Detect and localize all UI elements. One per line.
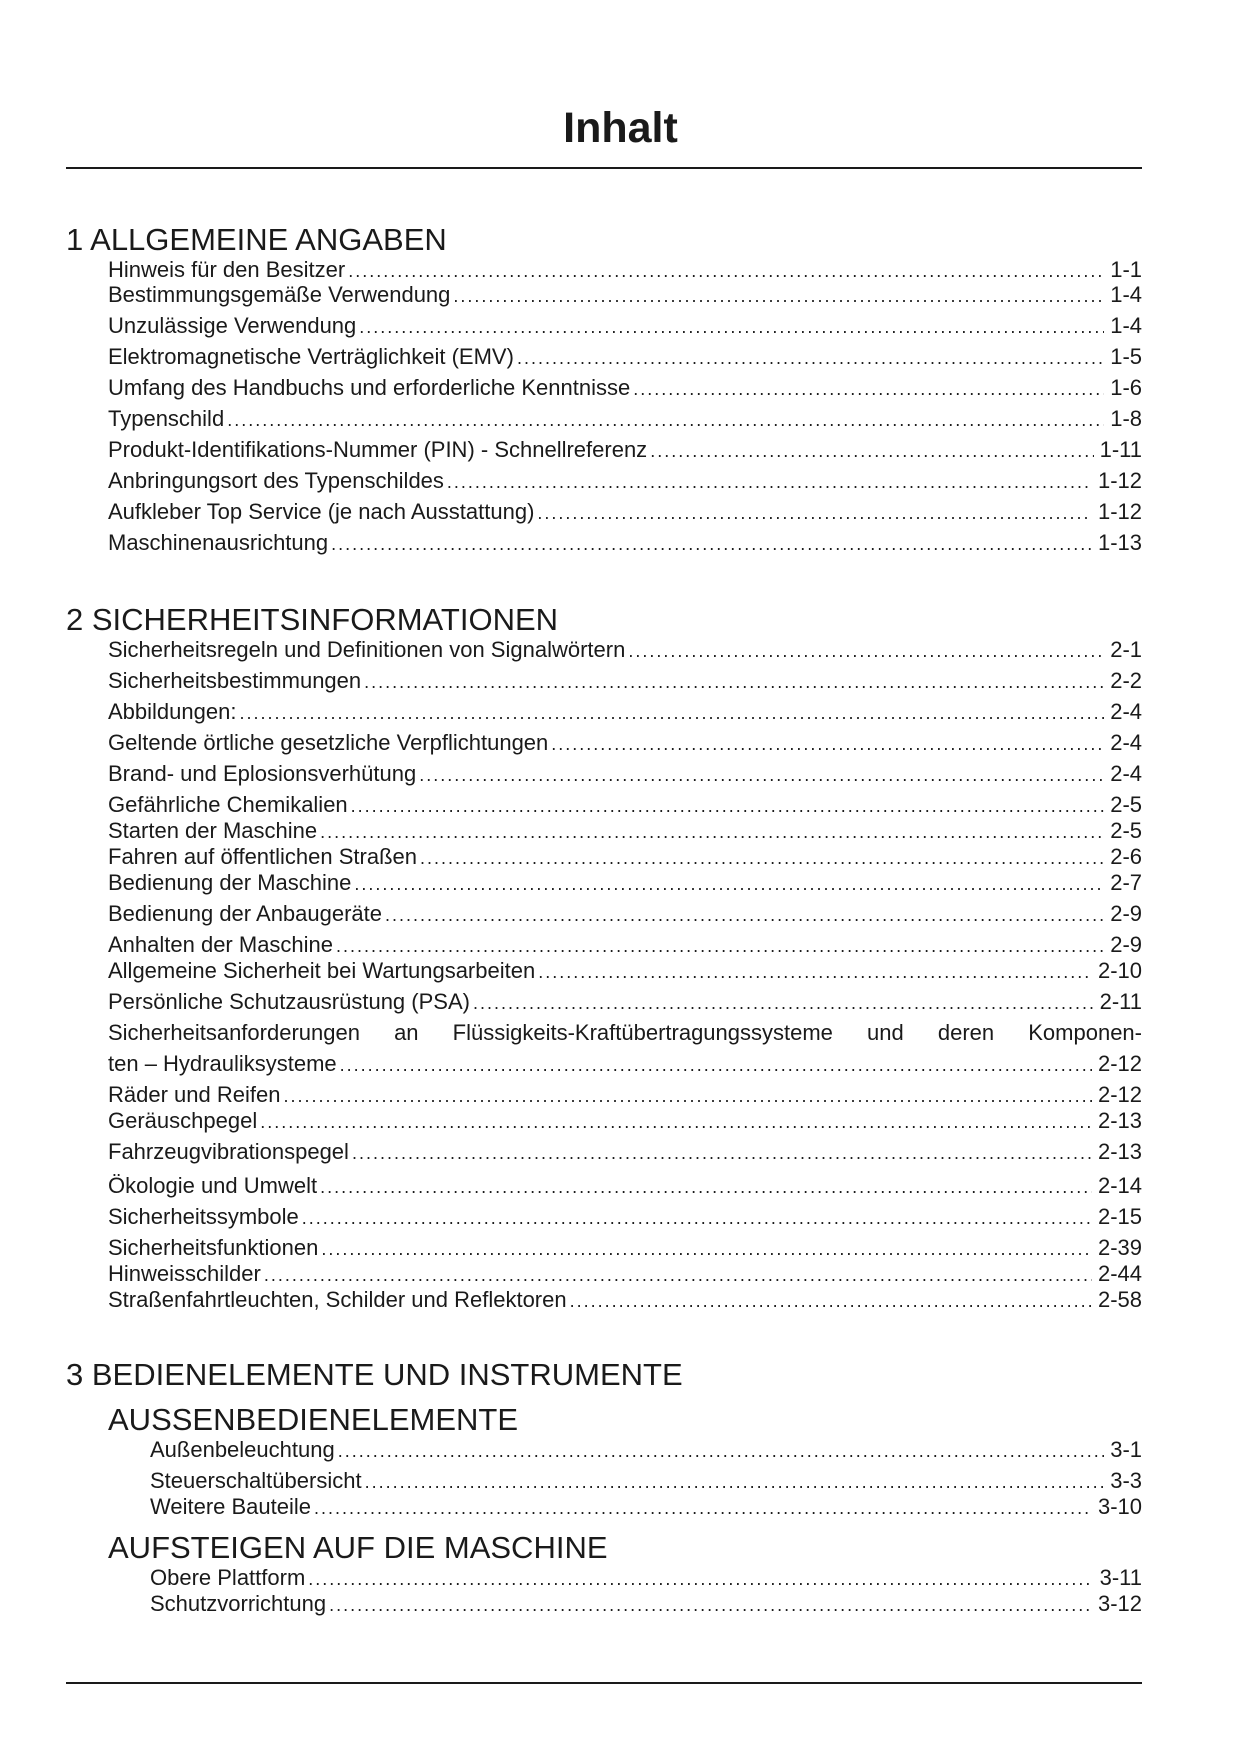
dot-leader: [314, 1494, 1092, 1522]
toc-entry-page: 2-5: [1110, 818, 1142, 843]
dot-leader: [419, 761, 1104, 789]
toc-entry-page: 1-8: [1110, 406, 1142, 431]
dot-leader: [283, 1082, 1092, 1110]
toc-entry-title: Sicherheitssymbole: [108, 1204, 299, 1229]
toc-entry-title: Aufkleber Top Service (je nach Ausstattung): [108, 499, 535, 524]
toc-entry-page: 2-44: [1097, 1261, 1142, 1286]
toc-entry[interactable]: [108, 900, 1142, 929]
subchapter-heading[interactable]: AUFSTEIGEN AUF DIE MASCHINE: [108, 1530, 608, 1565]
page-title: Inhalt: [563, 104, 678, 152]
toc-entry-page: 2-4: [1110, 699, 1142, 724]
toc-entry-title: Bedienung der Maschine: [108, 870, 352, 895]
toc-entry-page: 1-1: [1110, 257, 1142, 282]
toc-entry-title: Bestimmungsgemäße Verwendung: [108, 282, 451, 307]
toc-entry-title: Schutzvorrichtung: [150, 1591, 327, 1616]
toc-entry-title: Hinweis für den Besitzer: [108, 257, 346, 282]
dot-leader: [338, 1437, 1105, 1465]
toc-entry[interactable]: [108, 1050, 1142, 1079]
toc-entry[interactable]: [108, 1234, 1142, 1263]
toc-entry[interactable]: [108, 931, 1142, 960]
toc-entry-title: Bedienung der Anbaugeräte: [108, 901, 383, 926]
toc-entry-title: Produkt-Identifikations-Nummer (PIN) - Schnellreferenz: [108, 437, 648, 462]
toc-entry-title: Hinweisschilder: [108, 1261, 261, 1286]
toc-entry-title: Anhalten der Maschine: [108, 932, 334, 957]
toc-entry-page: 2-10: [1097, 958, 1142, 983]
chapter-heading[interactable]: 3 BEDIENELEMENTE UND INSTRUMENTE: [66, 1357, 683, 1392]
toc-entry-title: Persönliche Schutzausrüstung (PSA): [108, 989, 470, 1014]
footer-rule: [66, 1682, 1142, 1684]
toc-entry-page: 1-13: [1097, 530, 1142, 555]
dot-leader: [628, 637, 1104, 665]
toc-entry-page: 1-4: [1110, 282, 1142, 307]
toc-entry-title: Abbildungen:: [108, 699, 237, 724]
toc-entry-page: 3-12: [1097, 1591, 1142, 1616]
toc-entry-page: 3-1: [1110, 1437, 1142, 1462]
toc-entry-page: 1-5: [1110, 344, 1142, 369]
dot-leader: [264, 1261, 1092, 1289]
toc-entry[interactable]: [108, 636, 1142, 665]
dot-leader: [331, 530, 1092, 558]
dot-leader: [453, 282, 1104, 310]
toc-entry-title: Typenschild: [108, 406, 225, 431]
toc-entry-title: Außenbeleuchtung: [150, 1437, 335, 1462]
toc-entry-page: 1-12: [1097, 499, 1142, 524]
toc-entry-page: 2-7: [1110, 870, 1142, 895]
toc-entry-page: 1-4: [1110, 313, 1142, 338]
dot-leader: [633, 375, 1104, 403]
toc-entry[interactable]: [108, 281, 1142, 310]
toc-entry[interactable]: [108, 957, 1142, 986]
toc-entry-page: 2-13: [1097, 1108, 1142, 1133]
toc-entry-page: 1-6: [1110, 375, 1142, 400]
dot-leader: [302, 1204, 1092, 1232]
toc-entry-title: Allgemeine Sicherheit bei Wartungsarbeiten: [108, 958, 536, 983]
toc-entry[interactable]: [108, 988, 1142, 1017]
dot-leader: [570, 1287, 1092, 1315]
dot-leader: [650, 437, 1093, 465]
toc-entry[interactable]: [150, 1467, 1142, 1496]
toc-entry-page: 3-11: [1099, 1565, 1142, 1590]
toc-entry-page: 1-12: [1097, 468, 1142, 493]
dot-leader: [537, 499, 1092, 527]
toc-entry-page: 2-9: [1110, 901, 1142, 926]
dot-leader: [385, 901, 1104, 929]
dot-leader: [239, 699, 1104, 727]
dot-leader: [320, 818, 1104, 846]
toc-entry-title: Weitere Bauteile: [150, 1494, 312, 1519]
dot-leader: [354, 870, 1104, 898]
toc-entry[interactable]: [150, 1493, 1142, 1522]
toc-entry[interactable]: [108, 1172, 1142, 1201]
toc-entry[interactable]: [108, 698, 1142, 727]
toc-entry-page: 2-5: [1110, 792, 1142, 817]
toc-entry[interactable]: [108, 1138, 1142, 1167]
toc-entry[interactable]: [108, 1081, 1142, 1110]
dot-leader: [364, 668, 1104, 696]
toc-entry-title: Maschinenausrichtung: [108, 530, 329, 555]
toc-entry-title: Geräuschpegel: [108, 1108, 258, 1133]
dot-leader: [321, 1235, 1092, 1263]
dot-leader: [340, 1051, 1092, 1079]
chapter-heading[interactable]: 1 ALLGEMEINE ANGABEN: [66, 222, 447, 257]
chapter-heading[interactable]: 2 SICHERHEITSINFORMATIONEN: [66, 602, 559, 637]
toc-entry[interactable]: [108, 343, 1142, 372]
toc-entry[interactable]: [108, 843, 1142, 872]
toc-entry-title: Brand- und Eplosionsverhütung: [108, 761, 417, 786]
toc-entry[interactable]: [108, 760, 1142, 789]
toc-entry-title: ten – Hydrauliksysteme: [108, 1051, 337, 1076]
dot-leader: [538, 958, 1092, 986]
toc-entry-title: Sicherheitsregeln und Definitionen von Signalwörtern: [108, 637, 626, 662]
dot-leader: [260, 1108, 1092, 1136]
dot-leader: [517, 344, 1104, 372]
dot-leader: [336, 932, 1104, 960]
toc-entry-title: Starten der Maschine: [108, 818, 318, 843]
toc-entry-page: 2-1: [1110, 637, 1142, 662]
toc-entry-page: 3-3: [1110, 1468, 1142, 1493]
toc-entry-title: Anbringungsort des Typenschildes: [108, 468, 444, 493]
toc-entry[interactable]: [108, 467, 1142, 496]
toc-entry[interactable]: [108, 312, 1142, 341]
toc-entry-title: Sicherheitsbestimmungen: [108, 668, 362, 693]
toc-entry[interactable]: [150, 1590, 1142, 1619]
dot-leader: [420, 844, 1104, 872]
toc-entry[interactable]: [108, 374, 1142, 403]
toc-entry-page: 2-13: [1097, 1139, 1142, 1164]
dot-leader: [351, 792, 1105, 820]
toc-entry-title: Unzulässige Verwendung: [108, 313, 357, 338]
toc-entry-page: 2-12: [1097, 1051, 1142, 1076]
toc-entry[interactable]: [150, 1564, 1142, 1593]
dot-leader: [473, 989, 1094, 1017]
toc-entry-page: 3-10: [1097, 1494, 1142, 1519]
toc-entry-page: 2-14: [1097, 1173, 1142, 1198]
toc-entry[interactable]: [108, 817, 1142, 846]
dot-leader: [308, 1565, 1093, 1593]
toc-entry[interactable]: [108, 791, 1142, 820]
toc-entry-page: 2-4: [1110, 730, 1142, 755]
toc-entry-title: Räder und Reifen: [108, 1082, 281, 1107]
toc-entry[interactable]: [108, 1286, 1142, 1315]
dot-leader: [329, 1591, 1092, 1619]
toc-entry-page: 2-9: [1110, 932, 1142, 957]
dot-leader: [227, 406, 1104, 434]
dot-leader: [320, 1173, 1092, 1201]
toc-entry[interactable]: [108, 667, 1142, 696]
toc-entry-title: Steuerschaltübersicht: [150, 1468, 362, 1493]
toc-entry-title: Geltende örtliche gesetzliche Verpflichtungen: [108, 730, 549, 755]
toc-entry[interactable]: [108, 1260, 1142, 1289]
toc-entry-title: Obere Plattform: [150, 1565, 306, 1590]
toc-entry-title: Elektromagnetische Verträglichkeit (EMV): [108, 344, 514, 369]
toc-entry-page: 2-2: [1110, 668, 1142, 693]
header-rule: [66, 167, 1142, 169]
toc-entry[interactable]: [108, 869, 1142, 898]
dot-leader: [365, 1468, 1105, 1496]
toc-entry-page: 2-11: [1099, 989, 1142, 1014]
toc-entry-title: Umfang des Handbuchs und erforderliche Kenntnisse: [108, 375, 631, 400]
subchapter-heading[interactable]: AUSSENBEDIENELEMENTE: [108, 1402, 518, 1437]
dot-leader: [447, 468, 1092, 496]
toc-entry[interactable]: [108, 405, 1142, 434]
toc-entry[interactable]: [108, 529, 1142, 558]
toc-entry-title: Straßenfahrtleuchten, Schilder und Reflektoren: [108, 1287, 567, 1312]
toc-entry-page: 2-39: [1097, 1235, 1142, 1260]
dot-leader: [551, 730, 1104, 758]
toc-entry[interactable]: [108, 1107, 1142, 1136]
toc-entry-title: Gefährliche Chemikalien: [108, 792, 348, 817]
toc-entry-page: 2-6: [1110, 844, 1142, 869]
toc-entry[interactable]: [108, 729, 1142, 758]
dot-leader: [359, 313, 1104, 341]
toc-entry-page: 1-11: [1099, 437, 1142, 462]
toc-entry-page: 2-12: [1097, 1082, 1142, 1107]
toc-entry[interactable]: [108, 1203, 1142, 1232]
toc-entry-page: 2-58: [1097, 1287, 1142, 1312]
toc-entry-page: 2-15: [1097, 1204, 1142, 1229]
toc-entry-title: Sicherheitsfunktionen: [108, 1235, 319, 1260]
toc-entry-title-line1[interactable]: Sicherheitsanforderungen an Flüssigkeits-Kraftübertragungssysteme und deren Komponen-: [108, 1020, 1142, 1045]
toc-entry-title: Fahrzeugvibrationspegel: [108, 1139, 349, 1164]
dot-leader: [352, 1139, 1092, 1167]
toc-entry[interactable]: [108, 498, 1142, 527]
toc-entry-title: Ökologie und Umwelt: [108, 1173, 318, 1198]
toc-entry-page: 2-4: [1110, 761, 1142, 786]
toc-entry[interactable]: [108, 436, 1142, 465]
toc-entry-title: Fahren auf öffentlichen Straßen: [108, 844, 418, 869]
toc-entry[interactable]: [150, 1436, 1142, 1465]
